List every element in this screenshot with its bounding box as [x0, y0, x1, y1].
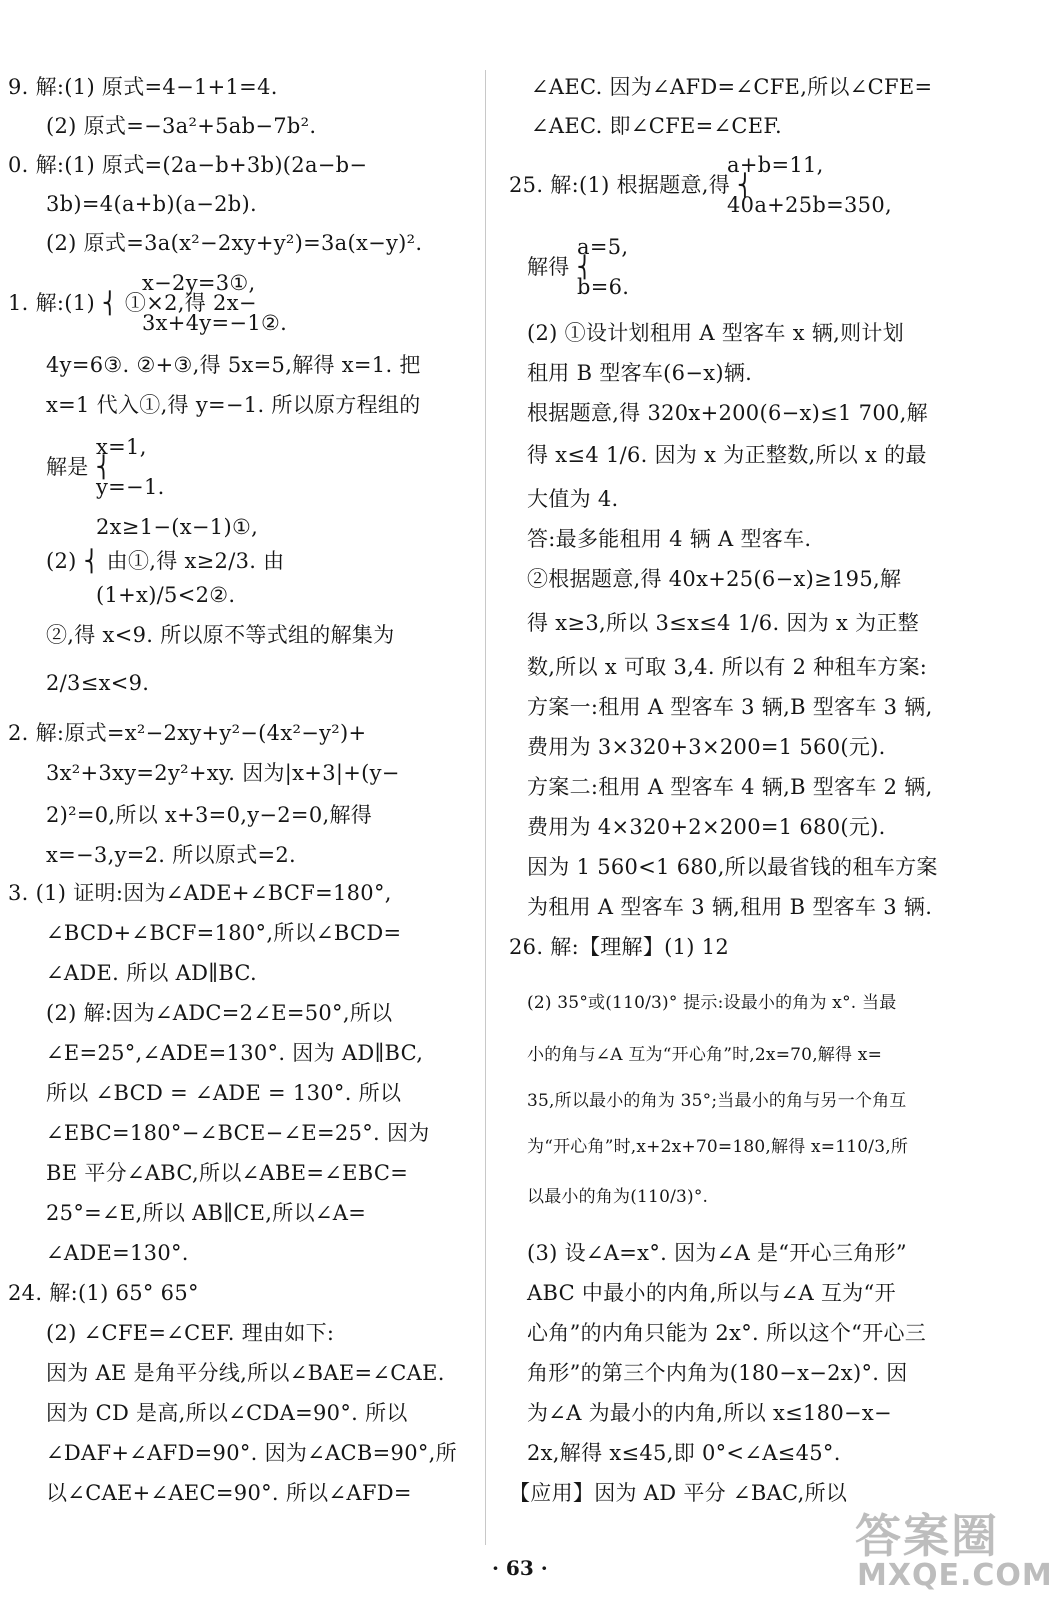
answer-line: 1. 解:(1) ⎨ ①×2,得 2x− [8, 291, 257, 315]
answer-line: ∠EBC=180°−∠BCE−∠E=25°. 因为 [46, 1121, 430, 1145]
answer-line: 心角”的内角只能为 2x°. 所以这个“开心三 [527, 1321, 927, 1345]
answer-line: x−2y=3①, [142, 271, 256, 295]
answer-line: a+b=11, [727, 153, 824, 177]
answer-line: ∠DAF+∠AFD=90°. 因为∠ACB=90°,所 [46, 1441, 457, 1465]
answer-line: 25°=∠E,所以 AB∥CE,所以∠A= [46, 1201, 367, 1225]
answer-line: 2x,解得 x≤45,即 0°<∠A≤45°. [527, 1441, 841, 1465]
answer-line: ∠AEC. 因为∠AFD=∠CFE,所以∠CFE= [531, 75, 933, 99]
column-divider [485, 70, 486, 1545]
answer-line: 35,所以最小的角为 35°;当最小的角与另一个角互 [527, 1091, 907, 1111]
answer-line: 以最小的角为(110/3)°. [527, 1187, 709, 1207]
answer-line: 费用为 4×320+2×200=1 680(元). [527, 815, 886, 839]
answer-line: 3x+4y=−1②. [142, 311, 288, 335]
answer-line: 解是 ⎨ [46, 455, 112, 479]
answer-line: (2) ①设计划租用 A 型客车 x 辆,则计划 [527, 321, 905, 345]
answer-line: 25. 解:(1) 根据题意,得 ⎨ [509, 173, 754, 197]
answer-line: 2)²=0,所以 x+3=0,y−2=0,解得 [46, 803, 373, 827]
answer-line: (2) ⎨ 由①,得 x≥2/3. 由 [46, 549, 285, 573]
answer-line: 答:最多能租用 4 辆 A 型客车. [527, 527, 812, 551]
watermark-url: MXQE.COM [857, 1558, 1053, 1593]
answer-line: 因为 1 560<1 680,所以最省钱的租车方案 [527, 855, 938, 879]
answer-line: ∠E=25°,∠ADE=130°. 因为 AD∥BC, [46, 1041, 424, 1065]
answer-line: 根据题意,得 320x+200(6−x)≤1 700,解 [527, 401, 928, 425]
answer-line: (2) 原式=3a(x²−2xy+y²)=3a(x−y)². [46, 231, 423, 255]
answer-line: 【应用】因为 AD 平分 ∠BAC,所以 [509, 1481, 848, 1505]
answer-line: 租用 B 型客车(6−x)辆. [527, 361, 753, 385]
answer-line: 数,所以 x 可取 3,4. 所以有 2 种租车方案: [527, 655, 928, 679]
answer-line: 40a+25b=350, [727, 193, 892, 217]
answer-line: 解得 ⎨ [527, 255, 593, 279]
answer-line: 以∠CAE+∠AEC=90°. 所以∠AFD= [46, 1481, 412, 1505]
answer-line: ②,得 x<9. 所以原不等式组的解集为 [46, 623, 395, 647]
answer-line: a=5, [577, 235, 629, 259]
answer-line: 2/3≤x<9. [46, 671, 150, 695]
answer-line: (2) 35°或(110/3)° 提示:设最小的角为 x°. 当最 [527, 993, 897, 1013]
answer-line: 9. 解:(1) 原式=4−1+1=4. [8, 75, 278, 99]
answer-line: 得 x≤4 1/6. 因为 x 为正整数,所以 x 的最 [527, 443, 927, 467]
answer-line: 角形”的第三个内角为(180−x−2x)°. 因 [527, 1361, 908, 1385]
answer-line: x=1, [96, 435, 147, 459]
answer-line: (3) 设∠A=x°. 因为∠A 是“开心三角形” [527, 1241, 907, 1265]
answer-line: ∠BCD+∠BCF=180°,所以∠BCD= [46, 921, 402, 945]
answer-line: 因为 CD 是高,所以∠CDA=90°. 所以 [46, 1401, 408, 1425]
answer-line: 26. 解:【理解】(1) 12 [509, 935, 730, 959]
answer-line: ∠ADE. 所以 AD∥BC. [46, 961, 257, 985]
answer-line: x=−3,y=2. 所以原式=2. [46, 843, 296, 867]
watermark-logo [835, 1500, 1053, 1600]
answer-line: ②根据题意,得 40x+25(6−x)≥195,解 [527, 567, 902, 591]
answer-line: 小的角与∠A 互为“开心角”时,2x=70,解得 x= [527, 1045, 883, 1065]
answer-line: 所以 ∠BCD = ∠ADE = 130°. 所以 [46, 1081, 402, 1105]
answer-line: 24. 解:(1) 65° 65° [8, 1281, 199, 1305]
answer-line: 为∠A 为最小的内角,所以 x≤180−x− [527, 1401, 892, 1425]
answer-line: 得 x≥3,所以 3≤x≤4 1/6. 因为 x 为正整 [527, 611, 919, 635]
answer-line: y=−1. [96, 475, 165, 499]
answer-line: 大值为 4. [527, 487, 619, 511]
answer-line: 为租用 A 型客车 3 辆,租用 B 型客车 3 辆. [527, 895, 933, 919]
answer-line: (1+x)/5<2②. [96, 583, 236, 607]
answer-line: 3b)=4(a+b)(a−2b). [46, 192, 257, 216]
answer-line: ∠ADE=130°. [46, 1241, 189, 1265]
answer-line: 方案二:租用 A 型客车 4 辆,B 型客车 2 辆, [527, 775, 933, 799]
answer-line: (2) 解:因为∠ADC=2∠E=50°,所以 [46, 1001, 393, 1025]
watermark-title: 答案圈 [855, 1509, 999, 1563]
answer-line: 费用为 3×320+3×200=1 560(元). [527, 735, 886, 759]
answer-line: 4y=6③. ②+③,得 5x=5,解得 x=1. 把 [46, 353, 421, 377]
answer-line: (2) 原式=−3a²+5ab−7b². [46, 114, 317, 138]
answer-line: 2. 解:原式=x²−2xy+y²−(4x²−y²)+ [8, 721, 367, 745]
answer-line: (2) ∠CFE=∠CEF. 理由如下: [46, 1321, 335, 1345]
answer-line: 方案一:租用 A 型客车 3 辆,B 型客车 3 辆, [527, 695, 933, 719]
answer-line: 为“开心角”时,x+2x+70=180,解得 x=110/3,所 [527, 1137, 909, 1157]
answer-line: ∠AEC. 即∠CFE=∠CEF. [531, 114, 782, 138]
answer-line: ABC 中最小的内角,所以与∠A 互为“开 [527, 1281, 896, 1305]
answer-line: 0. 解:(1) 原式=(2a−b+3b)(2a−b− [8, 153, 368, 177]
answer-line: BE 平分∠ABC,所以∠ABE=∠EBC= [46, 1161, 409, 1185]
answer-line: 因为 AE 是角平分线,所以∠BAE=∠CAE. [46, 1361, 445, 1385]
answer-line: x=1 代入①,得 y=−1. 所以原方程组的 [46, 393, 421, 417]
page-number: · 63 · [492, 1556, 548, 1580]
answer-line: b=6. [577, 275, 630, 299]
answer-line: 3x²+3xy=2y²+xy. 因为|x+3|+(y− [46, 761, 400, 785]
answer-line: 2x≥1−(x−1)①, [96, 515, 259, 539]
answer-line: 3. (1) 证明:因为∠ADE+∠BCF=180°, [8, 881, 392, 905]
